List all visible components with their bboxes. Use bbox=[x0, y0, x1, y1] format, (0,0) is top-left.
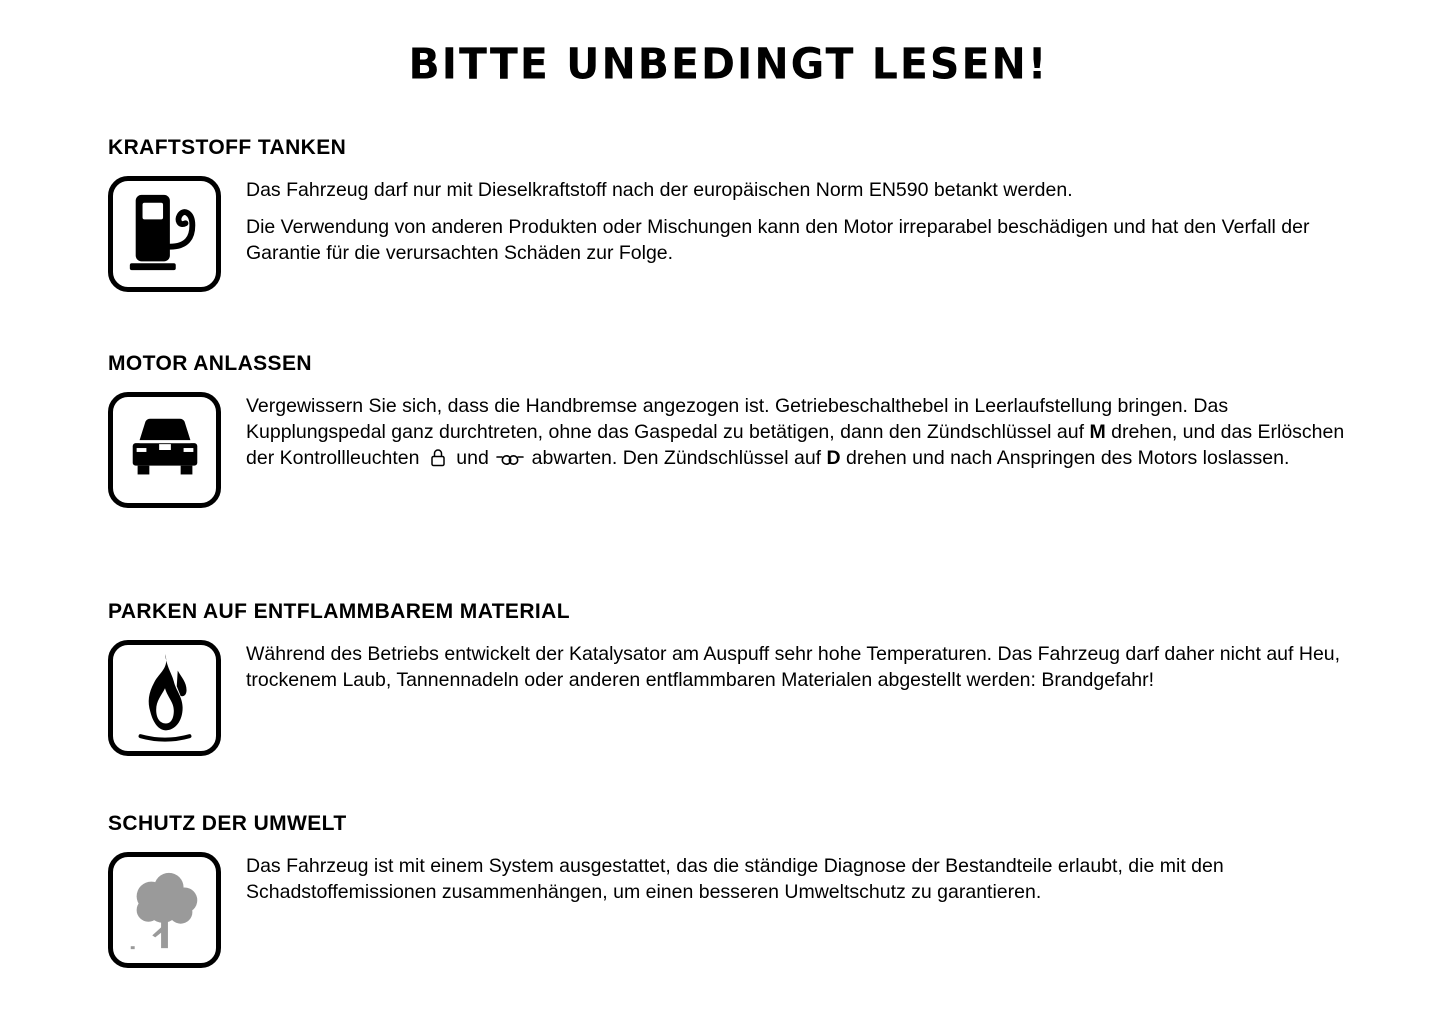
key-position-m: M bbox=[1089, 421, 1106, 444]
paragraph: Das Fahrzeug ist mit einem System ausgestattet, das die ständige Diagnose der Bestandteile erlaubt, die mit den Schadstoffemissionen zusammenhängen, um einen besseren Umweltschutz zu garantieren. bbox=[246, 855, 1224, 904]
section-heading: SCHUTZ DER UMWELT bbox=[108, 812, 347, 835]
text-segment: abwarten. Den Zündschlüssel auf bbox=[526, 447, 827, 470]
paragraph: Die Verwendung von anderen Produkten oder Mischungen kann den Motor irreparabel beschädigen und hat den Verfall der Garantie für die verursachten Schäden zur Folge. bbox=[246, 216, 1310, 265]
section-parken-entflammbar bbox=[108, 600, 1349, 756]
text-segment: Vergewissern Sie sich, dass die Handbremse angezogen ist. Getriebeschalthebel in Leerlaufstellung bringen. Das Kupplungspedal ganz durchtreten, ohne das Gaspedal zu betätigen, dann den Zündschlüssel auf bbox=[246, 395, 1229, 444]
text-segment: drehen und nach Anspringen des Motors loslassen. bbox=[840, 447, 1290, 470]
fuel-pump-icon bbox=[108, 176, 221, 292]
section-schutz-umwelt bbox=[108, 812, 1349, 968]
car-rear-icon bbox=[108, 392, 221, 508]
key-position-d: D bbox=[826, 447, 841, 470]
tree-icon bbox=[108, 852, 221, 968]
section-heading: KRAFTSTOFF TANKEN bbox=[108, 136, 347, 159]
section-text bbox=[246, 852, 1349, 905]
paragraph: Während des Betriebs entwickelt der Katalysator am Auspuff sehr hohe Temperaturen. Das Fahrzeug darf daher nicht auf Heu, trockenem Laub, Tannennadeln oder anderen entflammbaren Materialen abgestellt werden: Brandgefahr! bbox=[246, 643, 1341, 692]
glow-plug-icon bbox=[496, 449, 524, 475]
section-text bbox=[246, 392, 1349, 475]
section-text bbox=[246, 640, 1349, 693]
section-heading: PARKEN AUF ENTFLAMMBAREM MATERIAL bbox=[108, 600, 570, 623]
code-lock-icon bbox=[427, 447, 449, 475]
section-heading: MOTOR ANLASSEN bbox=[108, 352, 312, 375]
page-title: BITTE UNBEDINGT LESEN! bbox=[408, 39, 1049, 89]
paragraph bbox=[246, 393, 1349, 475]
text-segment: drehen, und das Erlöschen der Kontrollleuchten bbox=[246, 421, 1345, 470]
section-motor-anlassen bbox=[108, 352, 1349, 508]
flame-icon bbox=[108, 640, 221, 756]
section-kraftstoff-tanken bbox=[108, 136, 1349, 292]
text-segment: und bbox=[450, 447, 495, 470]
section-text bbox=[246, 176, 1349, 266]
paragraph: Das Fahrzeug darf nur mit Dieselkraftstoff nach der europäischen Norm EN590 betankt werden. bbox=[246, 179, 1073, 201]
